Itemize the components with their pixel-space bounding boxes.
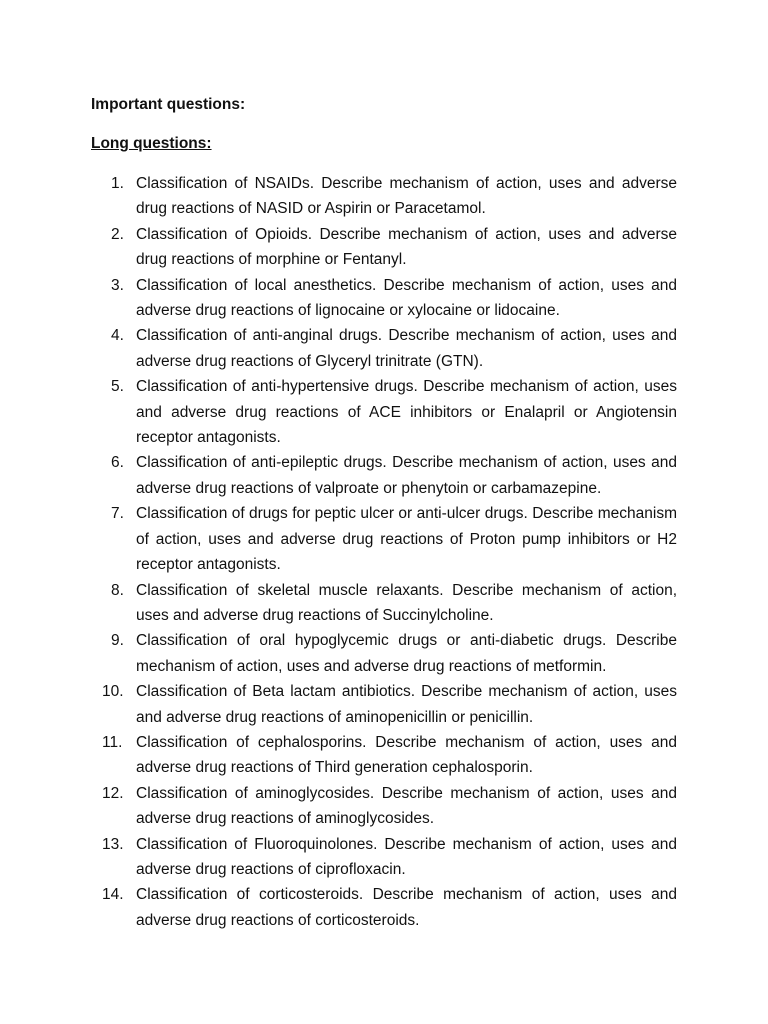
question-number: 10.	[102, 683, 124, 701]
question-text: Classification of anti-hypertensive drugs. Describe mechanism of action, uses and adverse drug reactions of ACE inhibitors or Enalapril or Angiotensin receptor antagonists.	[136, 378, 677, 447]
question-number: 8.	[111, 581, 124, 599]
question-text: Classification of anti-epileptic drugs. Describe mechanism of action, uses and adverse drug reactions of valproate or phenytoin or carbamazepine.	[136, 454, 677, 497]
question-item-3	[91, 273, 677, 324]
question-text: Classification of drugs for peptic ulcer or anti-ulcer drugs. Describe mechanism of action, uses and adverse drug reactions of Proton pump inhibitors or H2 receptor antagonists.	[136, 505, 677, 574]
page-title: Important questions:	[91, 96, 246, 113]
question-number: 13.	[102, 835, 124, 853]
question-text: Classification of cephalosporins. Describe mechanism of action, uses and adverse drug reactions of Third generation cephalosporin.	[136, 733, 677, 777]
question-item-6	[91, 450, 677, 501]
question-number: 9.	[111, 632, 124, 650]
section-heading-long-questions: Long questions:	[91, 135, 212, 152]
question-item-8	[91, 578, 677, 629]
question-item-9	[91, 628, 677, 679]
question-number: 7.	[111, 505, 124, 523]
question-text: Classification of Opioids. Describe mechanism of action, uses and adverse drug reactions of morphine or Fentanyl.	[136, 225, 677, 269]
question-text: Classification of NSAIDs. Describe mechanism of action, uses and adverse drug reactions of NASID or Aspirin or Paracetamol.	[136, 175, 677, 218]
question-item-10	[91, 679, 677, 730]
long-questions-list	[91, 171, 677, 933]
question-number: 14.	[102, 886, 124, 904]
question-item-11	[91, 730, 677, 781]
question-text: Classification of skeletal muscle relaxants. Describe mechanism of action, uses and adverse drug reactions of Succinylcholine.	[136, 581, 677, 624]
question-text: Classification of oral hypoglycemic drugs or anti-diabetic drugs. Describe mechanism of action, uses and adverse drug reactions of metformin.	[136, 632, 677, 675]
question-number: 12.	[102, 784, 124, 802]
question-text: Classification of Fluoroquinolones. Describe mechanism of action, uses and adverse drug reactions of ciprofloxacin.	[136, 835, 677, 878]
question-number: 3.	[111, 276, 124, 294]
question-item-7	[91, 501, 677, 577]
question-text: Classification of anti-anginal drugs. Describe mechanism of action, uses and adverse drug reactions of Glyceryl trinitrate (GTN).	[136, 327, 677, 370]
question-number: 2.	[111, 225, 124, 243]
question-text: Classification of local anesthetics. Describe mechanism of action, uses and adverse drug reactions of lignocaine or xylocaine or lidocaine.	[136, 276, 677, 320]
question-text: Classification of aminoglycosides. Describe mechanism of action, uses and adverse drug reactions of aminoglycosides.	[136, 784, 677, 828]
question-number: 5.	[111, 378, 124, 396]
question-item-13	[91, 832, 677, 883]
question-text: Classification of Beta lactam antibiotics. Describe mechanism of action, uses and adverse drug reactions of aminopenicillin or penicillin.	[136, 683, 677, 726]
question-item-5	[91, 374, 677, 450]
question-item-2	[91, 222, 677, 273]
question-text: Classification of corticosteroids. Describe mechanism of action, uses and adverse drug reactions of corticosteroids.	[136, 886, 677, 929]
question-item-12	[91, 781, 677, 832]
question-item-4	[91, 323, 677, 374]
question-item-1	[91, 171, 677, 222]
question-number: 4.	[111, 327, 124, 345]
question-number: 1.	[111, 175, 124, 192]
question-number: 11.	[102, 733, 123, 751]
question-number: 6.	[111, 454, 124, 472]
question-item-14	[91, 882, 677, 933]
